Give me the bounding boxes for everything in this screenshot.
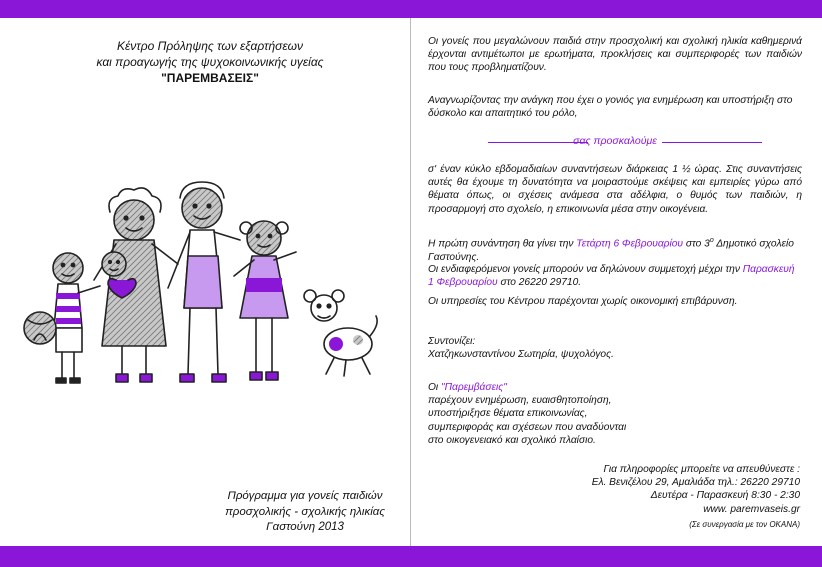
first-meeting-a: Η πρώτη συνάντηση θα γίνει την xyxy=(428,238,577,250)
first-meeting-c: Δημοτικό σχολείο Γαστούνης. xyxy=(428,238,794,263)
coordinator-label: Συντονίζει: xyxy=(428,336,476,347)
first-meeting-sup: ο xyxy=(709,237,714,244)
registration-a: Οι ενδιαφερόμενοι γονείς μπορούν να δηλώνουν συμμετοχή μέχρι την xyxy=(428,264,743,275)
registration-date: Παρασκευή 1 Φεβρουαρίου xyxy=(428,264,795,289)
intro-text: Οι γονείς που μεγαλώνουν παιδιά στην προσχολική και σχολική ηλικία καθημερινά έρχονται αντιμέτωποι με ερωτήματα, προκλήσεις και συμπεριφορές των παιδιών που τους προβληματίζουν. xyxy=(428,36,802,74)
services-line-1: παρέχουν ενημέρωση, ευαισθητοποίηση, xyxy=(428,395,612,407)
bottom-purple-band xyxy=(0,546,822,567)
caption-line-2: προσχολικής - σχολικής ηλικίας xyxy=(225,505,385,518)
title-line-3: "ΠΑΡΕΜΒΑΣΕΙΣ" xyxy=(161,71,259,85)
top-purple-band xyxy=(0,0,822,18)
recognize-text: Αναγνωρίζοντας την ανάγκη που έχει ο γονιός για ενημέρωση και υποστήριξη στο δύσκολο και απαιτητικό του ρόλο, xyxy=(428,95,793,120)
first-meeting-b: στο 3 xyxy=(683,238,710,250)
contact-block xyxy=(560,463,800,516)
registration-paragraph xyxy=(428,263,802,289)
registration-text xyxy=(428,263,802,289)
first-meeting-paragraph xyxy=(428,234,802,264)
invite-text: σας προσκαλούμε xyxy=(573,135,657,147)
services-name: "Παρεμβάσεις" xyxy=(441,382,507,393)
title-line-2: και προαγωγής της ψυχοκοινωνικής υγείας xyxy=(96,55,324,69)
intro-paragraph xyxy=(428,35,802,75)
contact-line-2: Ελ. Βενιζέλου 29, Αμαλιάδα τηλ.: 26220 29710 xyxy=(591,477,800,489)
okana-note: (Σε συνεργασία με τον ΟΚΑΝΑ) xyxy=(689,520,800,529)
contact-line-1: Για πληροφορίες μπορείτε να απευθύνεστε : xyxy=(603,464,800,475)
services-prefix: Οι xyxy=(428,382,442,393)
program-caption xyxy=(200,489,410,536)
services-block xyxy=(428,381,802,447)
coordinator-block xyxy=(428,335,802,361)
father-figure xyxy=(168,182,240,382)
coordinator-name: Χατζηκωνσταντίνου Σωτηρία, ψυχολόγος. xyxy=(428,349,614,361)
center-title xyxy=(30,38,390,86)
invite-divider xyxy=(428,135,802,149)
services-line-2: υποστήριξησε θέματα επικοινωνίας, xyxy=(428,408,588,420)
contact-website-link[interactable]: www. paremvaseis.gr xyxy=(703,503,800,515)
recognize-paragraph xyxy=(428,94,802,120)
divider-line-right xyxy=(662,142,762,143)
services-heading xyxy=(428,381,802,394)
mother-figure xyxy=(94,188,178,382)
family-drawing-illustration xyxy=(18,168,398,398)
title-line-1: Κέντρο Πρόληψης των εξαρτήσεων xyxy=(117,39,303,53)
first-meeting-text xyxy=(428,234,802,264)
registration-b: στο 26220 29710. xyxy=(497,277,582,289)
page-fold-line xyxy=(410,18,411,546)
free-services-paragraph xyxy=(428,295,802,308)
free-services-text: Οι υπηρεσίες του Κέντρου παρέχονται χωρίς οικονομική επιβάρυνση. xyxy=(428,296,738,307)
cycle-text: σ' έναν κύκλο εβδομαδιαίων συναντήσεων διάρκειας 1 ½ ώρας. Στις συναντήσεις αυτές θα έχουμε τη δυνατότητα να μοιραστούμε σκέψεις και εμπειρίες γύρω από θέματα όπως, οι σχέσεις ανάμεσα στα αδέλφια, ο θυμός των παιδιών, η προσαρμογή στο σχολείο, η επικοινωνία μέσα στην οικογένεια. xyxy=(428,164,802,215)
dog-figure xyxy=(304,290,377,376)
girl-figure xyxy=(234,221,296,380)
caption-line-1: Πρόγραμμα για γονείς παιδιών xyxy=(227,490,383,502)
services-line-4: στο οικογενειακό και σχολικό πλαίσιο. xyxy=(428,434,596,446)
boy-figure xyxy=(24,253,100,383)
services-line-3: συμπεριφοράς και σχέσεων που αναδύονται xyxy=(428,421,627,433)
first-meeting-date: Τετάρτη 6 Φεβρουαρίου xyxy=(576,238,684,250)
caption-line-3: Γαστούνη 2013 xyxy=(266,521,344,533)
cycle-paragraph xyxy=(428,163,802,216)
contact-line-3: Δευτέρα - Παρασκευή 8:30 - 2:30 xyxy=(650,490,800,502)
